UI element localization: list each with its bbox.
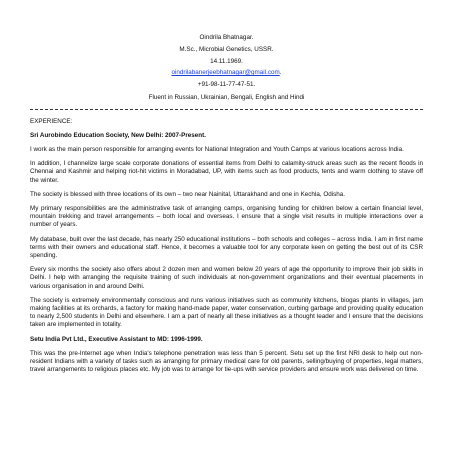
job-paragraph: I work as the main person responsible for arranging events for National Integration and Youth Camps at various locations across India.: [30, 146, 404, 153]
experience-heading: EXPERIENCE:: [30, 117, 73, 125]
contact-header: [30, 34, 423, 103]
job-paragraph: Every six months the society also offers about 2 dozen men and women below 20 years of age the opportunity to improve their job skills in Delhi. I help with arranging the requisite training of such individuals at non-government organizations and their eventual placements in various organisation in and around Delhi.: [30, 266, 423, 290]
job-paragraph: In addition, I channelize large scale corporate donations of essential items from Delhi to calamity-struck areas such as the recent floods in Chennai and Kashmir and helping riot-hit victims in Moradabad, UP, with items such as food products, tents and warm clothing to stave off the winter.: [30, 160, 423, 184]
job-paragraph: My primary responsibilities are the administrative task of arranging camps, organising funding for children below a certain financial level, mountain trekking and travel arrangements – both local and overseas. I ensure that a single visit results in multiple interactions over a number of years.: [30, 205, 423, 229]
email-line: [30, 69, 423, 77]
job-paragraph: My database, built over the last decade, has nearly 250 educational institutions – both schools and colleges – across India. I am in first name terms with their owners and educational staff. Hence, it becomes a valuable tool for any corporate keen on getting the best out of its CSR spending.: [30, 235, 423, 260]
job-paragraph: The society is extremely environmentally conscious and runs various initiatives such as community kitchens, biogas plants in villages, jam making facilities at its orchards, a factory for making hand-made paper, water conservation, curbing garbage and providing quality education to nearly 2,500 students in Delhi and elsewhere. I am a part of nearly all these initiatives as a thought leader and I ensure that the decisions taken are implemented in totality.: [30, 296, 423, 329]
job-paragraph: The society is blessed with three locations of its own – two near Nainital, Uttarakhand and one in Kechla, Odisha.: [30, 190, 346, 198]
section-divider: [30, 109, 423, 110]
email-link[interactable]: oindrilabanerjeebhatnagar@gmail.com: [171, 69, 280, 77]
job-org-heading: Setu India Pvt Ltd., Executive Assistant to MD: 1996-1999.: [30, 335, 203, 343]
date-of-birth: 14.11.1969.: [210, 57, 243, 65]
languages: Fluent in Russian, Ukrainian, Bengali, English and Hindi: [148, 94, 305, 102]
candidate-name: Oindrila Bhatnagar.: [199, 34, 254, 41]
degree: M.Sc., Microbial Genetics, USSR.: [179, 45, 274, 53]
phone-number: +91-98-11-77-47-51.: [197, 81, 256, 89]
job-org-heading: Sri Aurobindo Education Society, New Delhi: 2007-Present.: [30, 131, 206, 139]
email-suffix: .: [279, 69, 282, 77]
job-paragraph: This was the pre-Internet age when India's telephone penetration was less than 5 percent. Setu set up the first NRI desk to help out non-resident Indians with a variety of tasks such as arranging for primary medical care for old parents, selling/buying of properties, legal matters, travel arrangements to religious places etc. My job was to arrange for tie-ups with service providers and ensure work was delivered on time.: [30, 349, 423, 374]
